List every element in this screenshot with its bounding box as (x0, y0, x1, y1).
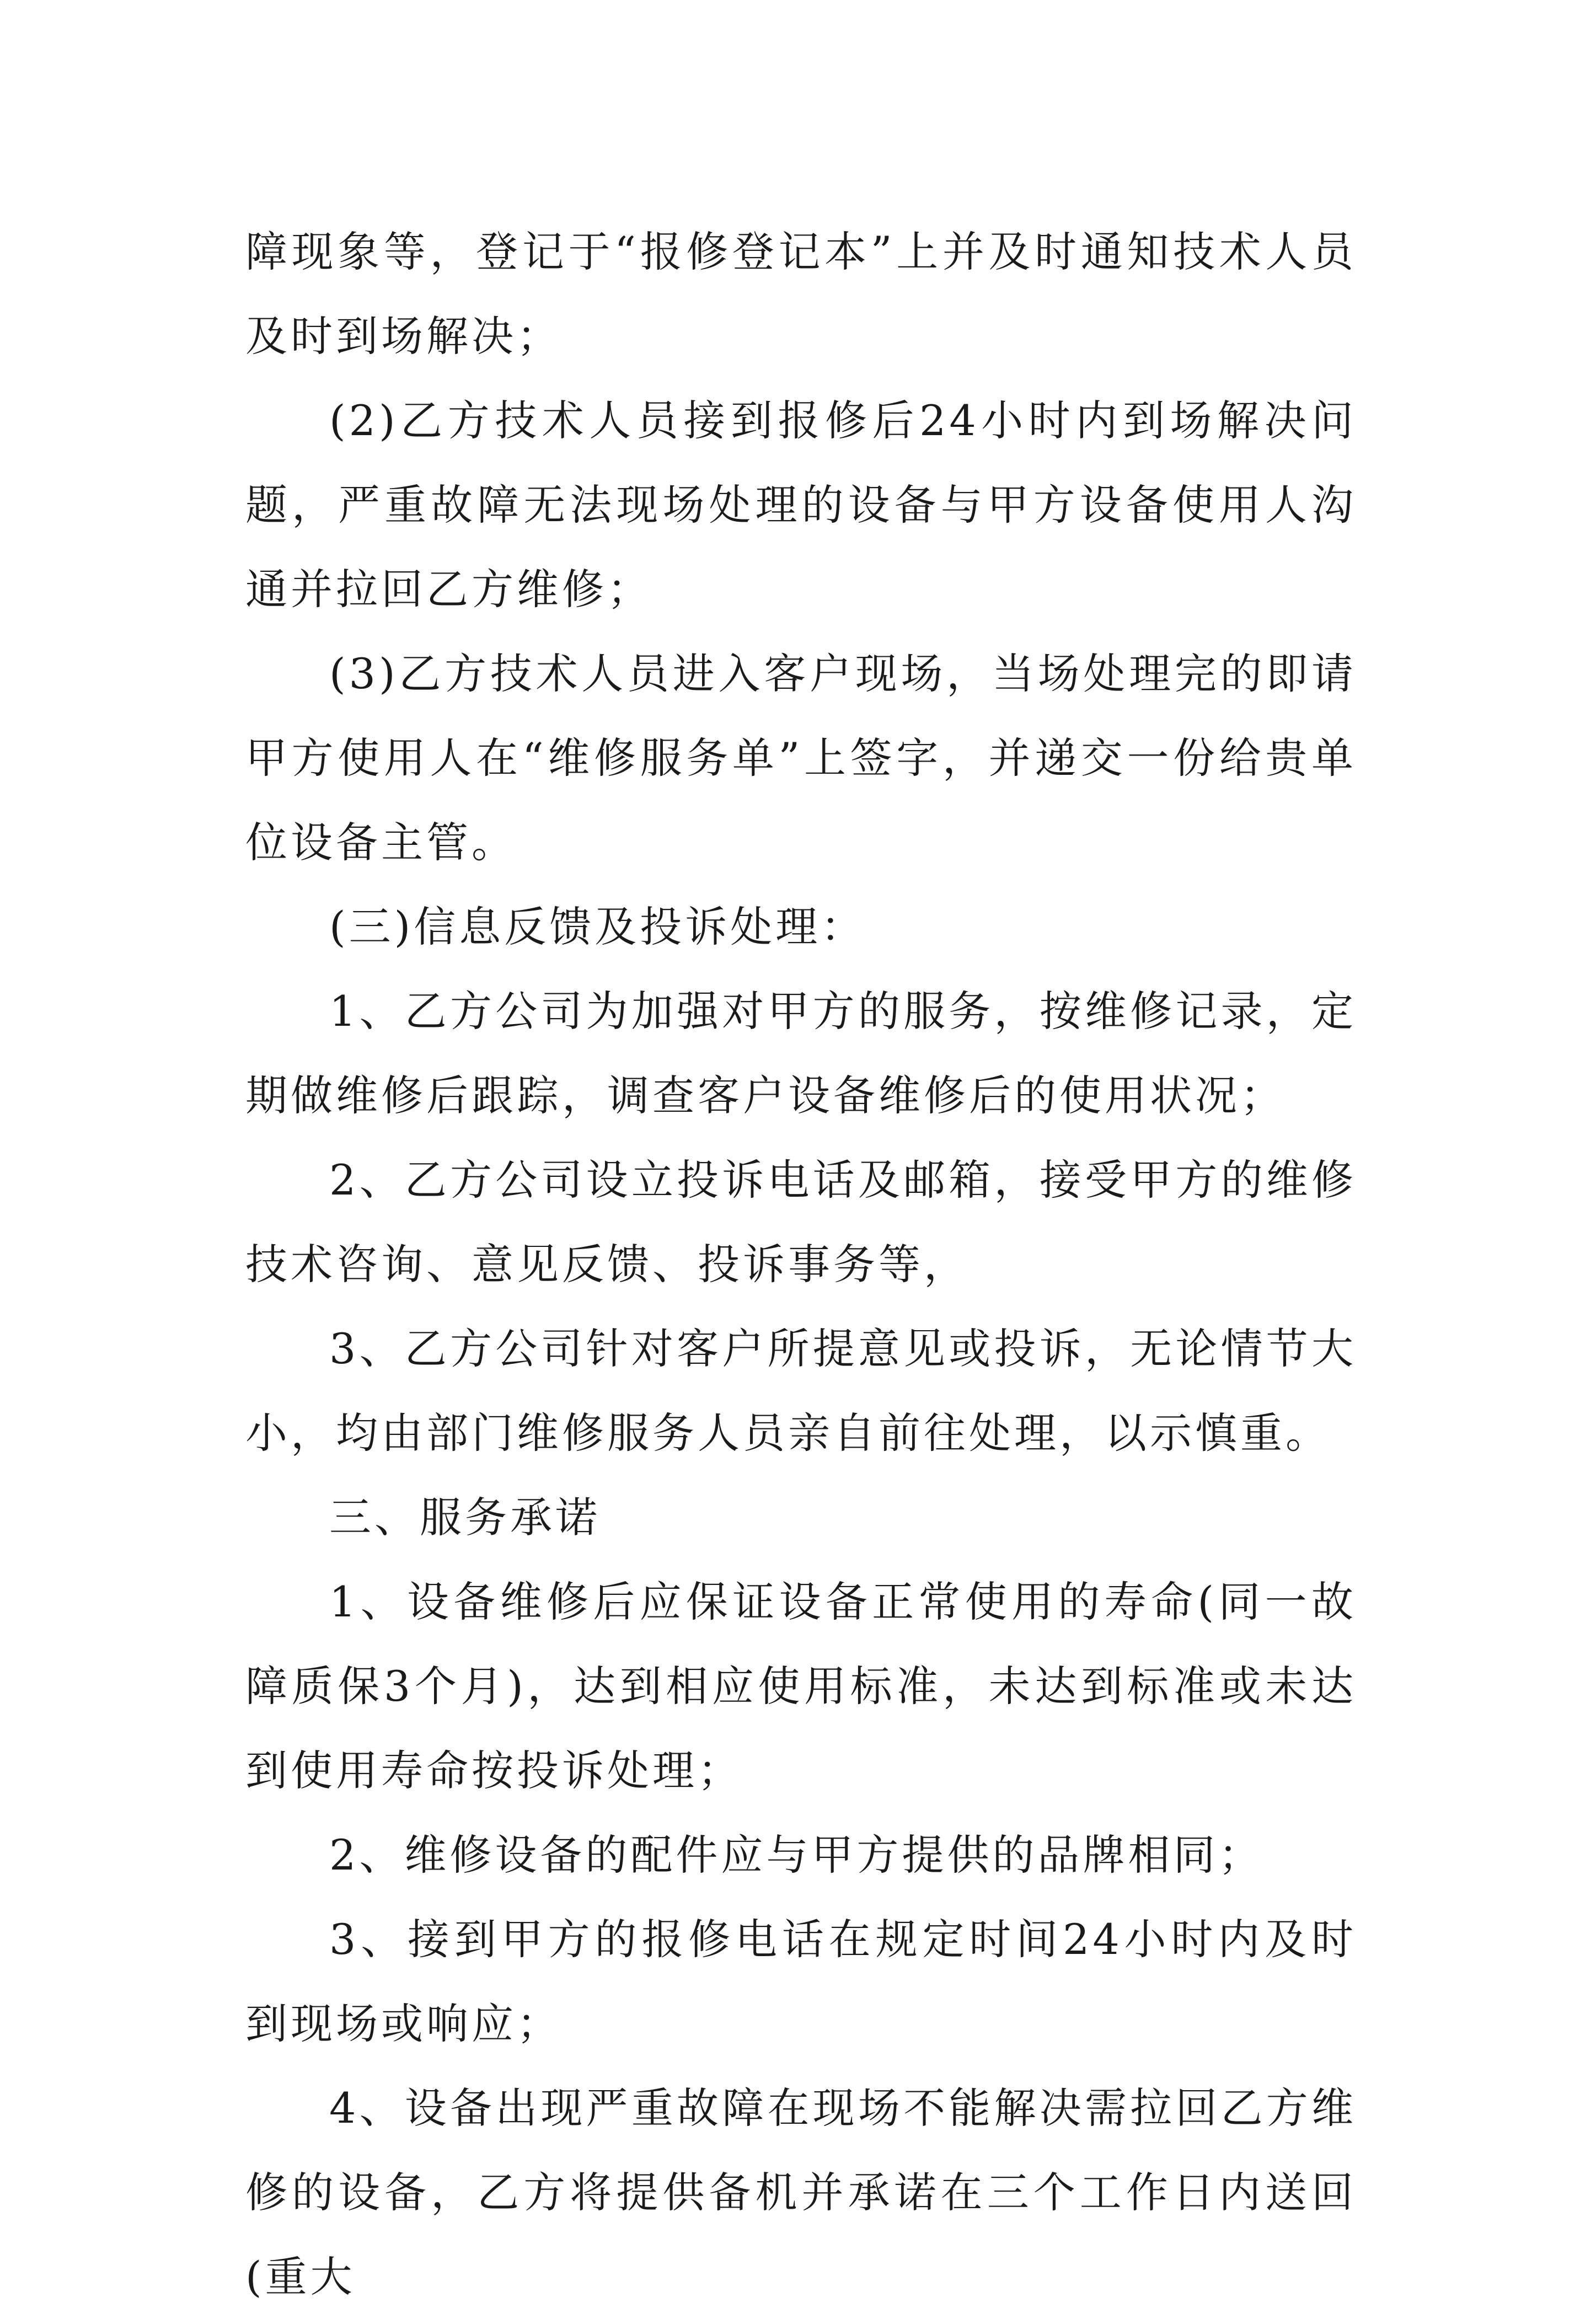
section-heading-commitment: 三、服务承诺 (329, 1493, 601, 1542)
section-heading-feedback: (三)信息反馈及投诉处理： (329, 902, 866, 951)
paragraph-commitment-2: 2、维修设备的配件应与甲方提供的品牌相同； (329, 1830, 1264, 1879)
document-body (245, 210, 1357, 2319)
paragraph-commitment-1: 1、设备维修后应保证设备正常使用的寿命(同一故障质保3个月)，达到相应使用标准，未达到标准或未达到使用寿命按投诉处理； (245, 1577, 1357, 1795)
paragraph-feedback-3: 3、乙方公司针对客户所提意见或投诉，无论情节大小，均由部门维修服务人员亲自前往处理，以示慎重。 (245, 1324, 1357, 1458)
paragraph-commitment-4: 4、设备出现严重故障在现场不能解决需拉回乙方维修的设备，乙方将提供备机并承诺在三个工作日内送回(重大 (245, 2084, 1357, 2301)
paragraph-continuation: 障现象等，登记于“报修登记本”上并及时通知技术人员及时到场解决； (245, 227, 1357, 361)
paragraph-feedback-2: 2、乙方公司设立投诉电话及邮箱，接受甲方的维修技术咨询、意见反馈、投诉事务等， (245, 1155, 1357, 1289)
paragraph-item-3: (3)乙方技术人员进入客户现场，当场处理完的即请甲方使用人在“维修服务单”上签字，并递交一份给贵单位设备主管。 (245, 649, 1357, 867)
paragraph-commitment-3: 3、接到甲方的报修电话在规定时间24小时内及时到现场或响应； (245, 1915, 1357, 2048)
paragraph-item-2: (2)乙方技术人员接到报修后24小时内到场解决问题，严重故障无法现场处理的设备与甲方设备使用人沟通并拉回乙方维修； (245, 396, 1357, 614)
paragraph-feedback-1: 1、乙方公司为加强对甲方的服务，按维修记录，定期做维修后跟踪，调查客户设备维修后的使用状况； (245, 987, 1357, 1120)
